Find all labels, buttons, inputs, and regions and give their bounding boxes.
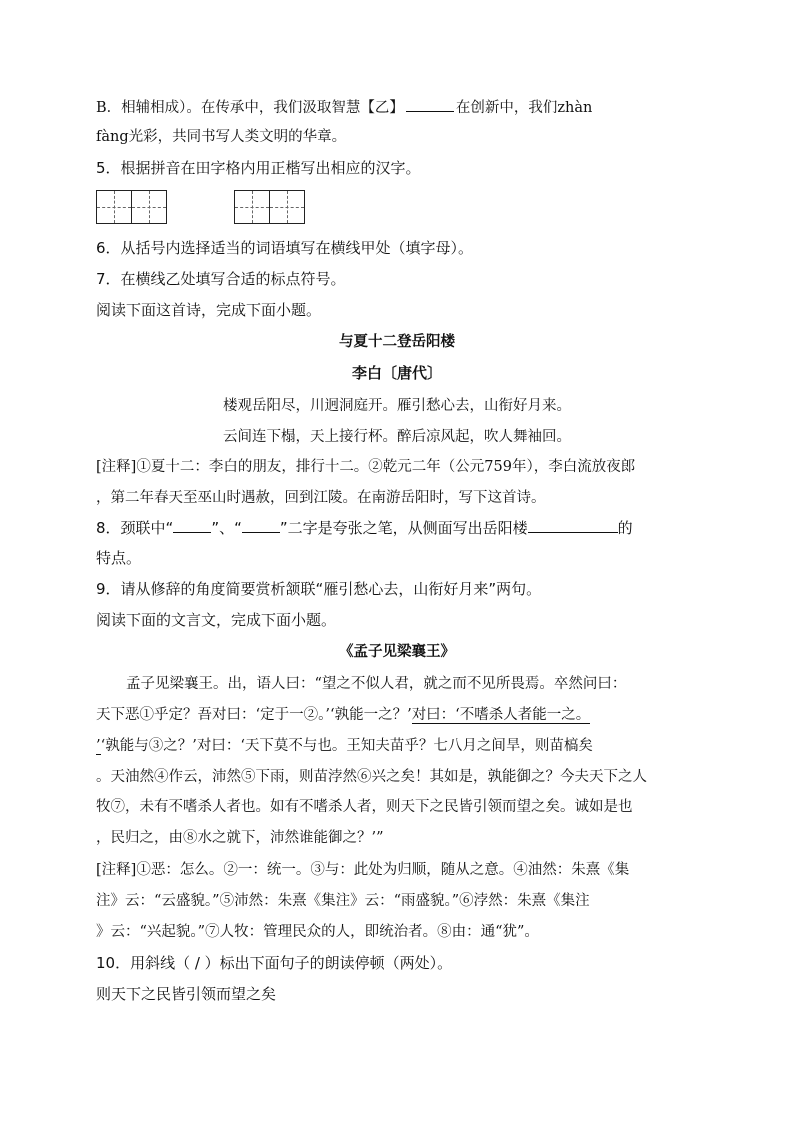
prose-line-1: 孟子见梁襄王。出，语人曰：“望之不似人君，就之而不见所畏焉。卒然问曰： [126,676,627,692]
question-8 [96,518,633,538]
poem-note-1: [注释]①夏十二：李白的朋友，排行十二。②乾元二年（公元759年），李白流放夜郎 [96,459,636,475]
question-10-sentence: 则天下之民皆引领而望之矣 [96,985,277,1003]
prose-note-1: [注释]①恶：怎么。②一：统一。③与：此处为归顺，随从之意。④油然：朱熹《集 [96,862,630,878]
question-9: 9．请从修辞的角度简要赏析颔联“雁引愁心去，山衔好月来”两句。 [96,580,542,598]
poem-note-2: ，第二年春天至巫山时遇赦，回到江陵。在南游岳阳时，写下这首诗。 [96,490,546,506]
blank-q8-1[interactable] [173,518,211,533]
tian-cell[interactable] [234,190,270,224]
question-10: 10．用斜线（ / ）标出下面句子的朗读停顿（两处）。 [96,954,453,972]
poem-author: 李白〔唐代〕 [351,364,442,382]
prose-underlined-sentence: 对曰：‘不嗜杀人者能一之。 [411,707,591,723]
blank-yi[interactable] [406,97,454,112]
tian-cell[interactable] [96,190,132,224]
q8-text-c: ”二字是夸张之笔，从侧面写出岳阳楼 [279,519,528,537]
blank-q8-3[interactable] [528,518,618,533]
question-6: 6．从括号内选择适当的词语填写在横线甲处（填字母）。 [96,239,474,257]
poem-line-1: 楼观岳阳尽，川迥洞庭开。雁引愁心去，山衔好月来。 [223,398,571,414]
passage-line-2: fàng光彩，共同书写人类文明的华章。 [96,129,347,145]
q8-text-d: 的 [617,519,633,537]
passage-text-1b: 在创新中，我们zhàn [455,100,593,116]
tian-cell[interactable] [269,190,305,224]
read-poem-instruction: 阅读下面这首诗，完成下面小题。 [96,301,322,319]
prose-title: 《孟子见梁襄王》 [339,643,455,660]
passage-line-1 [96,97,592,118]
prose-line-6: ，民归之，由⑧水之就下，沛然谁能御之？’” [96,830,384,846]
prose-line-5: 牧⑦，未有不嗜杀人者也。如有不嗜杀人者，则天下之民皆引领而望之矣。诚如是也 [96,799,633,815]
prose-note-3: 》云：“兴起貌。”⑦人牧：管理民众的人，即统治者。⑧由：通“犹”。 [96,924,539,940]
poem-title: 与夏十二登岳阳楼 [339,333,455,350]
question-5: 5．根据拼音在田字格内用正楷写出相应的汉字。 [96,159,421,177]
prose-line-3b: ‘孰能与③之？’对曰：‘天下莫不与也。王知夫苗乎？七八月之间旱，则苗槁矣 [100,738,593,754]
q8-text-b: ”、“ [211,519,242,537]
prose-note-2: 注》云：“云盛貌。”⑤沛然：朱熹《集注》云：“雨盛貌。”⑥浡然：朱熹《集注 [96,893,590,909]
prose-line-4: 。天油然④作云，沛然⑤下雨，则苗浡然⑥兴之矣！其如是，孰能御之？今夫天下之人 [96,769,647,785]
tian-cell[interactable] [131,190,167,224]
poem-line-2: 云间连下榻，天上接行杯。醉后凉风起，吹人舞袖回。 [223,429,571,445]
prose-underlined-end: ’ [96,738,101,754]
question-8-cont: 特点。 [96,549,142,567]
tian-grid-2[interactable] [234,190,304,224]
prose-line-3 [96,736,593,756]
question-7: 7．在横线乙处填写合适的标点符号。 [96,270,346,288]
prose-line-2 [96,705,590,725]
read-prose-instruction: 阅读下面的文言文，完成下面小题。 [96,611,337,629]
prose-line-2a: 天下恶①乎定？吾对曰：‘定于一②。’‘孰能一之？’ [96,707,412,723]
passage-text-1a: B．相辅相成）。在传承中，我们汲取智慧【乙】 [96,100,404,116]
q8-text-a: 8．颈联中“ [96,519,174,537]
blank-q8-2[interactable] [242,518,280,533]
tian-grid-1[interactable] [96,190,166,224]
